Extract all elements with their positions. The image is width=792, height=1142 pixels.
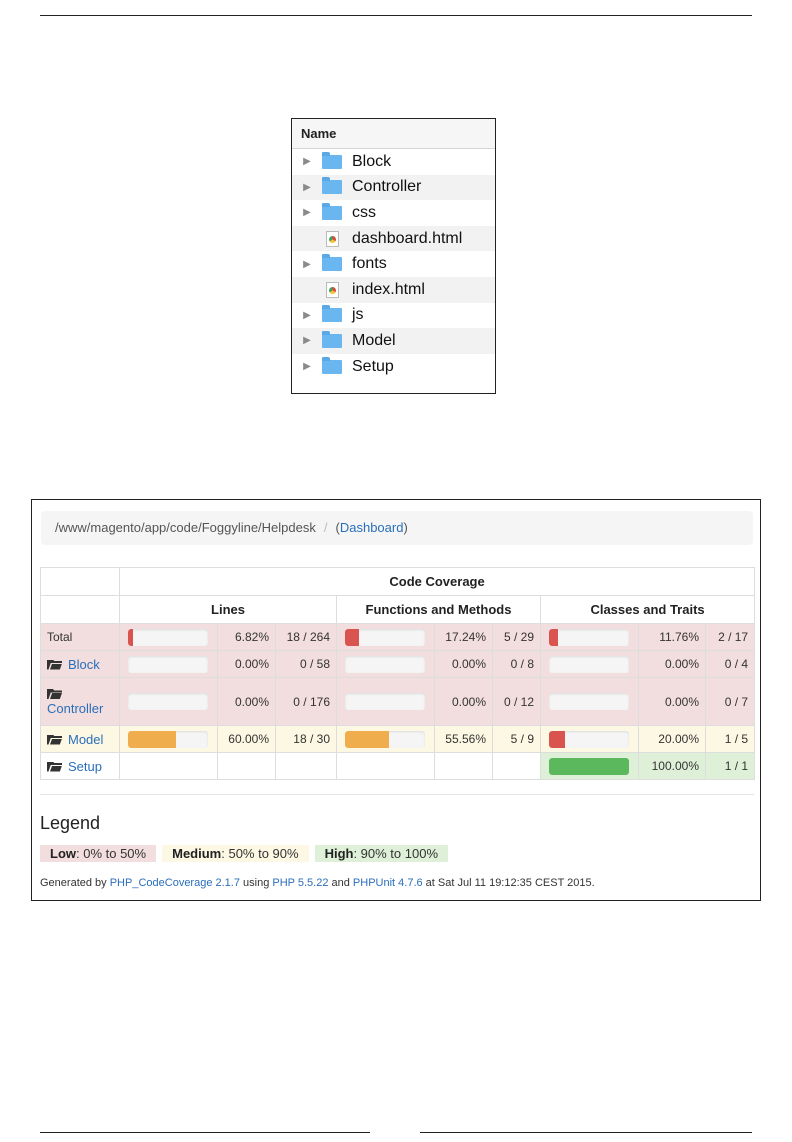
classes-count: 1 / 5 bbox=[706, 726, 755, 753]
lines-percent: 0.00% bbox=[218, 678, 276, 726]
classes-progress-fill bbox=[549, 758, 629, 775]
functions-count: 5 / 29 bbox=[493, 624, 541, 651]
folder-icon bbox=[318, 206, 346, 220]
lines-count bbox=[276, 753, 337, 780]
classes-count: 1 / 1 bbox=[706, 753, 755, 780]
coverage-row-name-cell bbox=[41, 651, 120, 678]
disclosure-triangle-icon[interactable]: ▶ bbox=[303, 361, 311, 373]
lines-bar-cell bbox=[120, 753, 218, 780]
file-list-item-name: dashboard.html bbox=[352, 229, 463, 247]
folder-icon bbox=[318, 155, 346, 169]
legend-low-range: : 0% to 50% bbox=[76, 846, 147, 861]
folder-icon bbox=[318, 360, 346, 374]
breadcrumb bbox=[41, 511, 753, 545]
page-bottom-rule-left bbox=[40, 1132, 370, 1133]
page-bottom-rule-right bbox=[420, 1132, 752, 1133]
classes-bar-cell bbox=[541, 726, 639, 753]
folder-icon bbox=[318, 308, 346, 322]
file-list-item[interactable] bbox=[292, 251, 495, 277]
functions-progress-fill bbox=[345, 731, 389, 748]
breadcrumb-open-paren: ( bbox=[335, 520, 340, 535]
classes-bar-cell bbox=[541, 651, 639, 678]
file-list-item-name: Model bbox=[352, 331, 396, 349]
file-list-item[interactable] bbox=[292, 303, 495, 329]
functions-bar-cell bbox=[337, 624, 435, 651]
file-list-item-name: Block bbox=[352, 152, 392, 170]
lines-count: 18 / 30 bbox=[276, 726, 337, 753]
dashboard-link[interactable]: Dashboard bbox=[339, 520, 404, 535]
folder-open-icon bbox=[47, 735, 62, 745]
breadcrumb-separator: / bbox=[323, 520, 328, 535]
coverage-row-name-cell bbox=[41, 726, 120, 753]
lines-bar-cell bbox=[120, 624, 218, 651]
lines-progress-fill bbox=[128, 629, 133, 646]
classes-percent: 100.00% bbox=[639, 753, 706, 780]
lines-percent bbox=[218, 753, 276, 780]
legend-high-label: High bbox=[324, 846, 354, 861]
folder-icon bbox=[318, 334, 346, 348]
name-column-header[interactable]: Name bbox=[292, 119, 495, 149]
classes-count: 2 / 17 bbox=[706, 624, 755, 651]
functions-progress-bar bbox=[345, 731, 425, 748]
disclosure-triangle-icon[interactable]: ▶ bbox=[303, 258, 311, 270]
code-coverage-header: Code Coverage bbox=[120, 568, 755, 596]
footer-date: at Sat Jul 11 19:12:35 CEST 2015. bbox=[422, 877, 595, 889]
functions-header: Functions and Methods bbox=[337, 596, 541, 624]
lines-count: 0 / 58 bbox=[276, 651, 337, 678]
coverage-row-link[interactable]: Setup bbox=[68, 758, 102, 774]
php-link[interactable]: PHP 5.5.22 bbox=[272, 877, 329, 889]
file-list-item[interactable] bbox=[292, 277, 495, 303]
footer-and: and bbox=[328, 877, 353, 889]
lines-percent: 0.00% bbox=[218, 651, 276, 678]
classes-progress-bar bbox=[549, 656, 629, 673]
functions-percent: 0.00% bbox=[435, 678, 493, 726]
file-list-item-name: Setup bbox=[352, 357, 394, 375]
functions-progress-bar bbox=[345, 693, 425, 710]
classes-percent: 11.76% bbox=[639, 624, 706, 651]
classes-percent: 0.00% bbox=[639, 651, 706, 678]
file-list-item-name: fonts bbox=[352, 255, 387, 273]
legend-low bbox=[40, 845, 156, 862]
html-file-icon bbox=[318, 231, 346, 247]
functions-count: 5 / 9 bbox=[493, 726, 541, 753]
functions-count: 0 / 12 bbox=[493, 678, 541, 726]
functions-count: 0 / 8 bbox=[493, 651, 541, 678]
functions-bar-cell bbox=[337, 678, 435, 726]
functions-percent: 17.24% bbox=[435, 624, 493, 651]
page-top-rule bbox=[40, 15, 752, 16]
functions-bar-cell bbox=[337, 753, 435, 780]
html-file-icon bbox=[318, 282, 346, 298]
coverage-row bbox=[41, 624, 755, 651]
disclosure-triangle-icon[interactable]: ▶ bbox=[303, 181, 311, 193]
breadcrumb-close-paren: ) bbox=[403, 520, 408, 535]
coverage-row-name-cell bbox=[41, 624, 120, 651]
lines-percent: 6.82% bbox=[218, 624, 276, 651]
coverage-row-label: Total bbox=[47, 630, 73, 644]
classes-bar-cell bbox=[541, 753, 639, 780]
coverage-row bbox=[41, 651, 755, 678]
file-list-item-name: css bbox=[352, 203, 376, 221]
legend-divider bbox=[40, 794, 754, 795]
phpunit-link[interactable]: PHPUnit 4.7.6 bbox=[352, 877, 423, 889]
lines-bar-cell bbox=[120, 651, 218, 678]
coverage-row-link[interactable]: Block bbox=[68, 656, 100, 672]
classes-progress-bar bbox=[549, 731, 629, 748]
breadcrumb-path: /www/magento/app/code/Foggyline/Helpdesk bbox=[55, 520, 316, 535]
folder-open-icon bbox=[47, 660, 62, 670]
classes-percent: 0.00% bbox=[639, 678, 706, 726]
classes-count: 0 / 7 bbox=[706, 678, 755, 726]
functions-progress-bar bbox=[345, 629, 425, 646]
classes-count: 0 / 4 bbox=[706, 651, 755, 678]
coverage-row bbox=[41, 678, 755, 726]
classes-progress-bar bbox=[549, 629, 629, 646]
coverage-table bbox=[40, 567, 755, 780]
file-list-item[interactable] bbox=[292, 226, 495, 252]
functions-bar-cell bbox=[337, 651, 435, 678]
lines-count: 0 / 176 bbox=[276, 678, 337, 726]
lines-header: Lines bbox=[120, 596, 337, 624]
coverage-row-link[interactable]: Controller bbox=[47, 701, 104, 716]
folder-icon bbox=[318, 180, 346, 194]
footer-using: using bbox=[239, 877, 273, 889]
header-empty-top bbox=[41, 568, 120, 596]
coverage-row-link[interactable]: Model bbox=[68, 731, 104, 747]
lines-progress-bar bbox=[128, 629, 208, 646]
folder-open-icon bbox=[47, 689, 62, 699]
legend-medium-label: Medium bbox=[172, 846, 222, 861]
header-empty-bottom bbox=[41, 596, 120, 624]
legend-medium-range: : 50% to 90% bbox=[221, 846, 299, 861]
footer-generated-by: Generated by bbox=[40, 877, 110, 889]
php-codecoverage-link[interactable]: PHP_CodeCoverage 2.1.7 bbox=[109, 877, 240, 889]
generated-footer bbox=[40, 877, 595, 889]
classes-bar-cell bbox=[541, 624, 639, 651]
file-list-item-name: Controller bbox=[352, 178, 422, 196]
lines-bar-cell bbox=[120, 678, 218, 726]
classes-progress-fill bbox=[549, 731, 565, 748]
code-coverage-report bbox=[31, 499, 761, 901]
lines-percent: 60.00% bbox=[218, 726, 276, 753]
lines-progress-bar bbox=[128, 656, 208, 673]
classes-progress-bar bbox=[549, 693, 629, 710]
lines-progress-fill bbox=[128, 731, 176, 748]
legend-title: Legend bbox=[40, 813, 101, 833]
disclosure-triangle-icon[interactable]: ▶ bbox=[303, 335, 311, 347]
lines-bar-cell bbox=[120, 726, 218, 753]
functions-percent: 55.56% bbox=[435, 726, 493, 753]
functions-count bbox=[493, 753, 541, 780]
functions-percent bbox=[435, 753, 493, 780]
functions-progress-fill bbox=[345, 629, 359, 646]
functions-percent: 0.00% bbox=[435, 651, 493, 678]
coverage-row bbox=[41, 726, 755, 753]
lines-progress-bar bbox=[128, 731, 208, 748]
file-list-item[interactable] bbox=[292, 200, 495, 226]
file-list-item[interactable] bbox=[292, 354, 495, 380]
file-list-item-name: index.html bbox=[352, 280, 425, 298]
classes-progress-fill bbox=[549, 629, 558, 646]
file-list-item[interactable] bbox=[292, 328, 495, 354]
legend-medium bbox=[162, 845, 308, 862]
legend-low-label: Low bbox=[50, 846, 76, 861]
folder-open-icon bbox=[47, 762, 62, 772]
coverage-row bbox=[41, 753, 755, 780]
coverage-row-name-cell bbox=[41, 753, 120, 780]
disclosure-triangle-icon[interactable]: ▶ bbox=[303, 309, 311, 321]
legend-high-range: : 90% to 100% bbox=[353, 846, 439, 861]
disclosure-triangle-icon[interactable]: ▶ bbox=[303, 207, 311, 219]
classes-bar-cell bbox=[541, 678, 639, 726]
classes-percent: 20.00% bbox=[639, 726, 706, 753]
coverage-table-body bbox=[41, 624, 755, 780]
functions-progress-bar bbox=[345, 656, 425, 673]
file-list-rows bbox=[292, 149, 495, 379]
file-list-item[interactable] bbox=[292, 175, 495, 201]
file-list-item-name: js bbox=[352, 306, 364, 324]
lines-count: 18 / 264 bbox=[276, 624, 337, 651]
file-list-panel bbox=[291, 118, 496, 394]
functions-bar-cell bbox=[337, 726, 435, 753]
file-list-item[interactable] bbox=[292, 149, 495, 175]
classes-progress-bar bbox=[549, 758, 629, 775]
lines-progress-bar bbox=[128, 693, 208, 710]
disclosure-triangle-icon[interactable]: ▶ bbox=[303, 156, 311, 168]
folder-icon bbox=[318, 257, 346, 271]
classes-header: Classes and Traits bbox=[541, 596, 755, 624]
coverage-row-name-cell bbox=[41, 678, 120, 726]
legend-high bbox=[315, 845, 448, 862]
legend bbox=[40, 845, 448, 862]
